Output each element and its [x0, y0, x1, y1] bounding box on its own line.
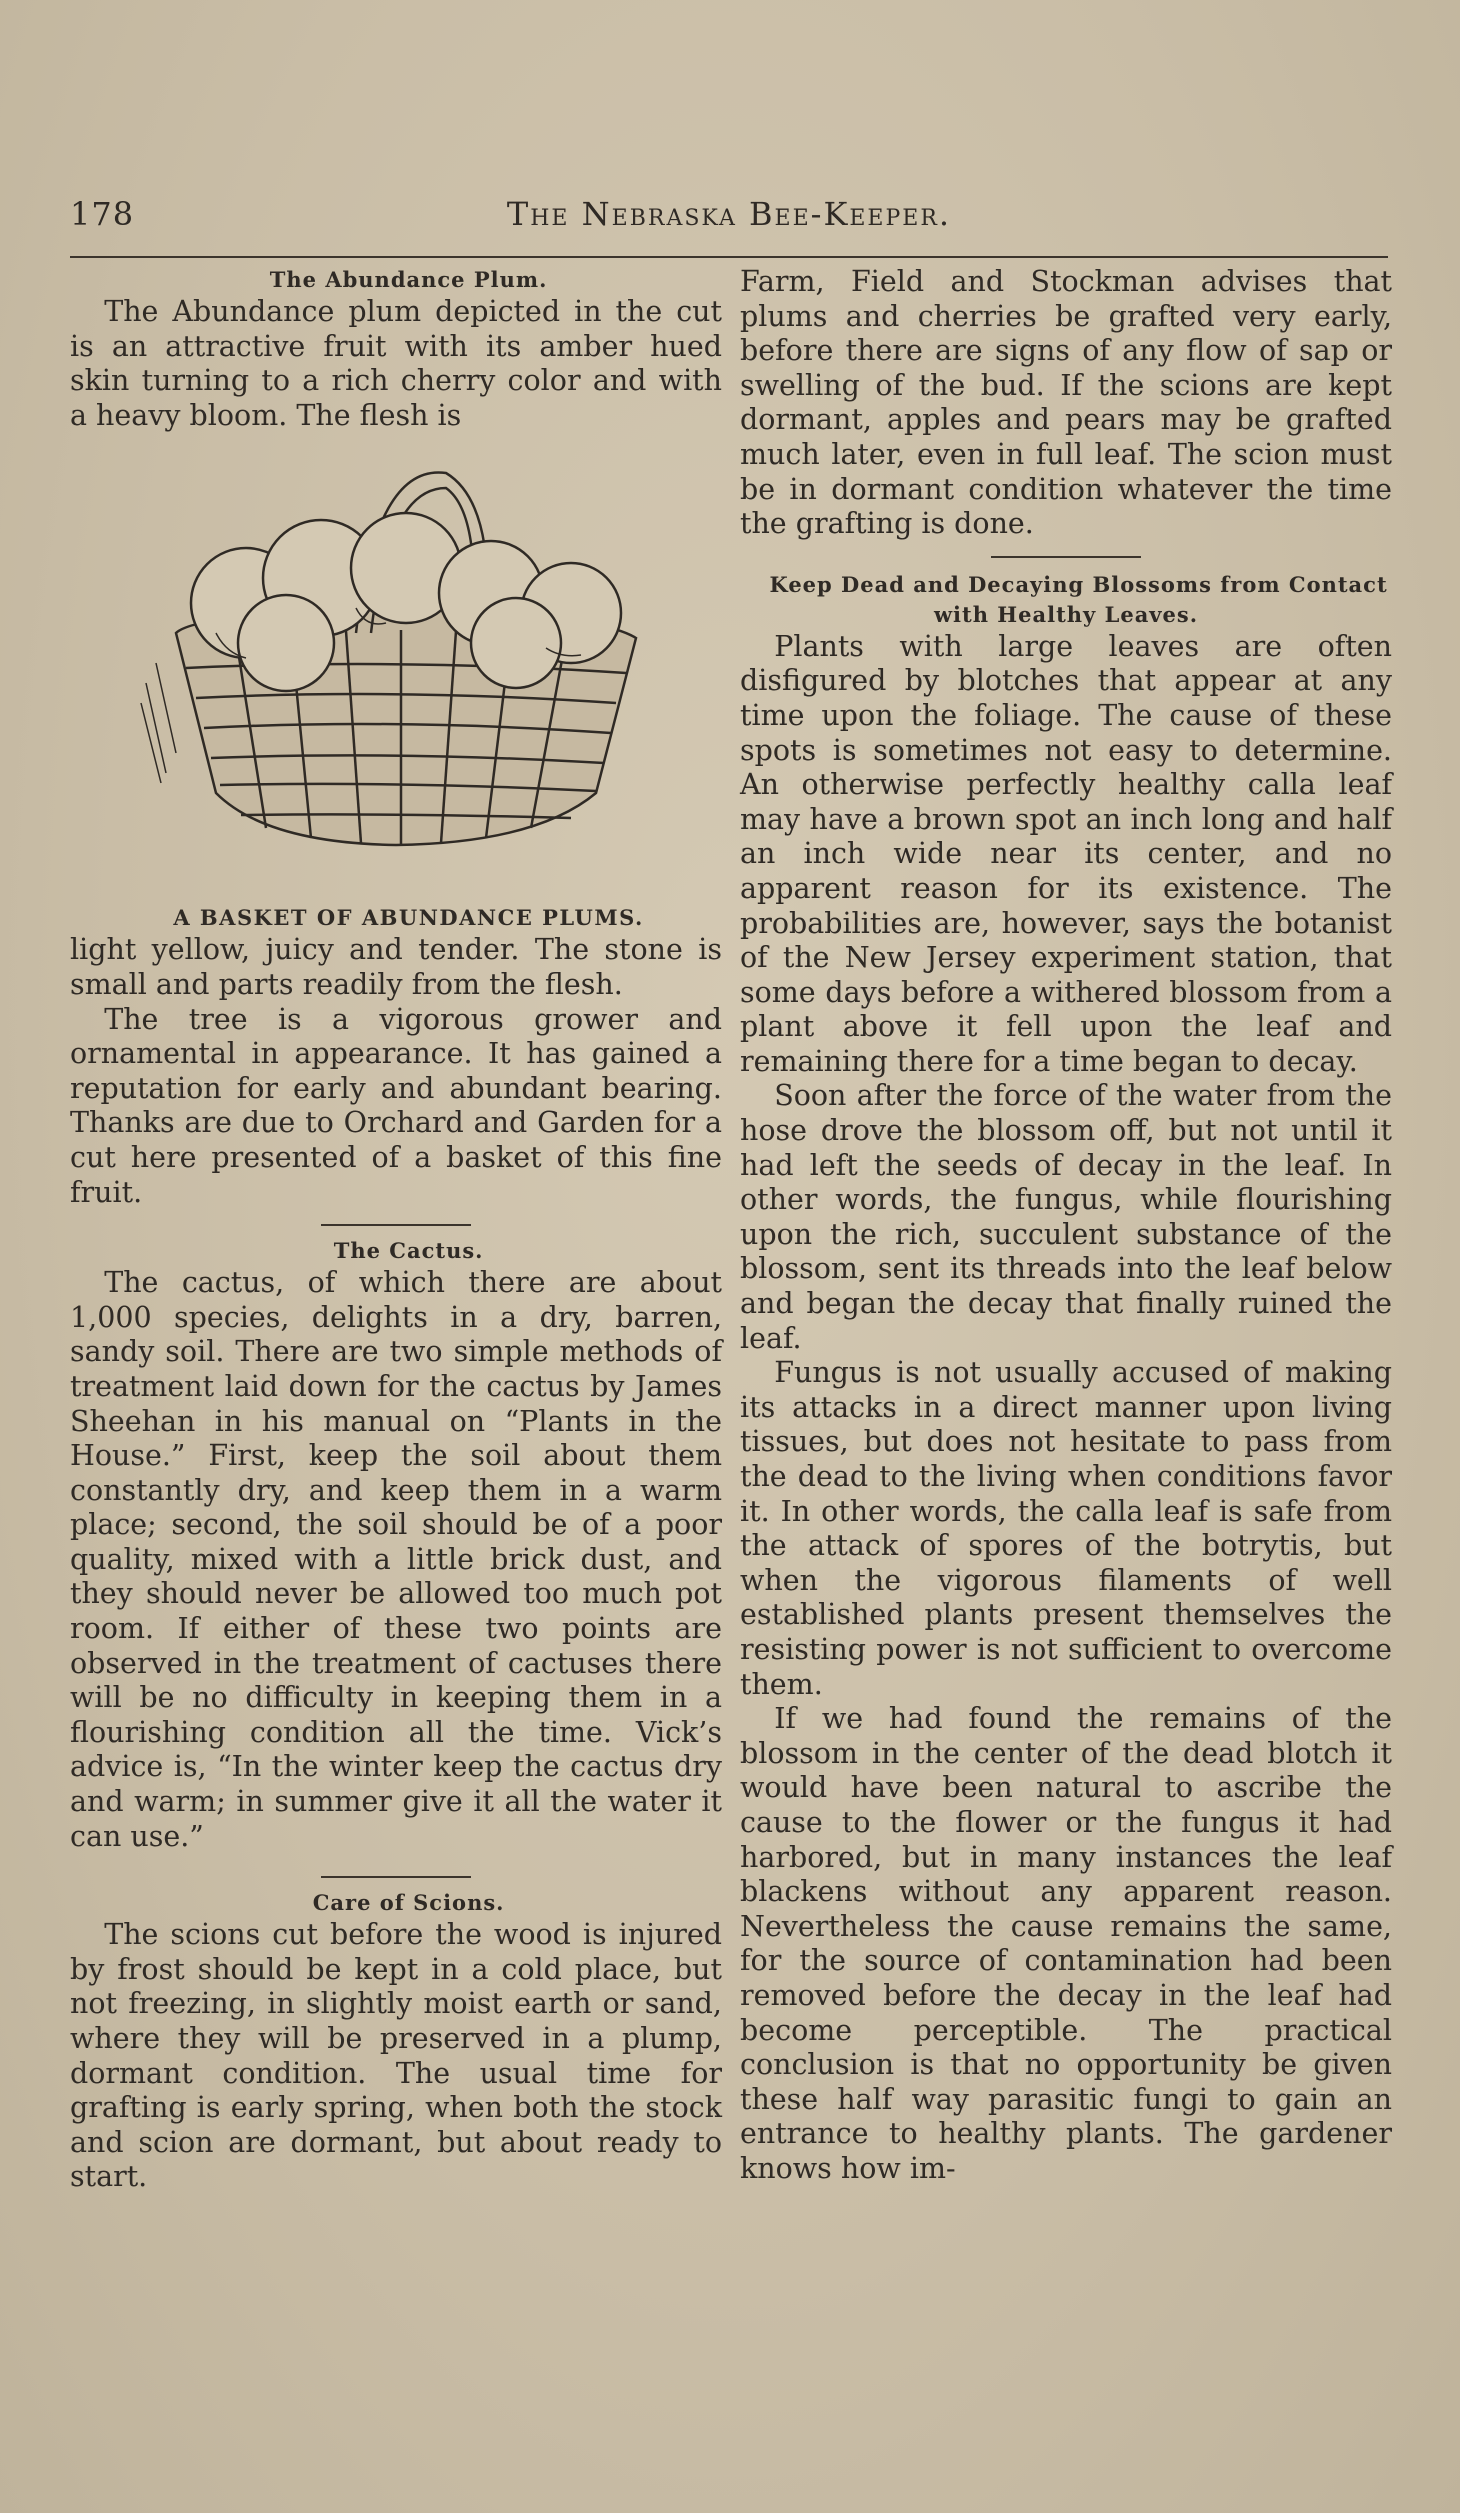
- abundance-plum-para1: The Abundance plum depicted in the cut is an attractive fruit with its amber hued skin turning to a rich cherry color and with a heavy bloom. The flesh is: [70, 295, 722, 432]
- blossoms-para1: Plants with large leaves are often disfigured by blotches that appear at any time upon the foliage. The cause of these spots is sometimes not easy to determine. An otherwise perfectly healthy calla leaf may have a brown spot an inch long and half an inch wide near its center, and no apparent reason for its existence. The probabilities are, however, says the botanist of the New Jersey experiment station, that some days before a withered blossom from a plant above it fell upon the leaf and remaining there for a time began to decay.: [740, 629, 1392, 1078]
- journal-title: The Nebraska Bee-Keeper.: [506, 195, 952, 233]
- abundance-plum-para2: The tree is a vigorous grower and ornamental in appearance. It has gained a reputation for early and abundant bearing. Thanks are due to Orchard and Garden for a cut here presented of a basket of this fine fruit.: [70, 1002, 722, 1209]
- abundance-plum-heading: The Abundance Plum.: [269, 267, 548, 292]
- blossoms-heading: Keep Dead and Decaying Blossoms from Contact with Healthy Leaves.: [769, 571, 1388, 627]
- scions-para1-cont: Farm, Field and Stockman advises that plums and cherries be grafted very early, before there are signs of any flow of sap or swelling of the bud. If the scions are kept dormant, apples and pears may be grafted much later, even in full leaf. The scion must be in dormant condition whatever the time the grafting is done.: [740, 265, 1392, 541]
- cactus-heading: The Cactus.: [333, 1238, 484, 1264]
- cactus-para1: The cactus, of which there are about 1,000 species, delights in a dry, barren, sandy soil. There are two simple methods of treatment laid down for the cactus by James Sheehan in his manual on “Plants in the House.” First, keep the soil about them constantly dry, and keep them in a warm place; second, the soil should be of a poor quality, mixed with a little brick dust, and they should never be allowed too much pot room. If either of these two points are observed in the treatment of cactuses there will be no difficulty in keeping them in a flourishing condition all the time. Vick’s advice is, “In the winter keep the cactus dry and warm; in summer give it all the water it can use.”: [70, 1266, 722, 1853]
- plum-basket-illustration: [116, 433, 676, 903]
- blossoms-para3: Fungus is not usually accused of making its attacks in a direct manner upon living tissues, but does not hesitate to pass from the dead to the living when conditions favor it. In other words, the calla leaf is safe from the attack of spores of the botrytis, but when the vigorous filaments of well established plants present themselves the resisting power is not sufficient to overcome them.: [740, 1356, 1392, 1701]
- left-column: [70, 265, 722, 2195]
- blossoms-para4: If we had found the remains of the blossom in the center of the dead blotch it would have been natural to ascribe the cause to the flower or the fungus it had harbored, but in many instances the leaf blackens without any apparent reason. Nevertheless the cause remains the same, for the source of contamination had been removed before the decay in the leaf had become perceptible. The practical conclusion is that no opportunity be given these half way parasitic fungi to gain an entrance to healthy plants. The gardener knows how im-: [740, 1702, 1392, 2185]
- right-column: [740, 265, 1392, 2186]
- page-header: [70, 195, 1388, 245]
- illustration-caption: A BASKET OF ABUNDANCE PLUMS.: [173, 905, 644, 931]
- scions-para1: The scions cut before the wood is injured by frost should be kept in a cold place, but not freezing, in slightly moist earth or sand, where they will be preserved in a plump, dormant condition. The usual time for grafting is early spring, when both the stock and scion are dormant, but about ready to start.: [70, 1918, 722, 2194]
- abundance-plum-para1-cont: light yellow, juicy and tender. The stone is small and parts readily from the flesh.: [70, 933, 722, 1001]
- scions-heading: Care of Scions.: [312, 1890, 505, 1916]
- page-number: 178: [70, 195, 135, 233]
- header-rule: [70, 256, 1388, 258]
- blossoms-para2: Soon after the force of the water from the hose drove the blossom off, but not until it had left the seeds of decay in the leaf. In other words, the fungus, while flourishing upon the rich, succulent substance of the blossom, sent its threads into the leaf below and began the decay that finally ruined the leaf.: [740, 1079, 1392, 1355]
